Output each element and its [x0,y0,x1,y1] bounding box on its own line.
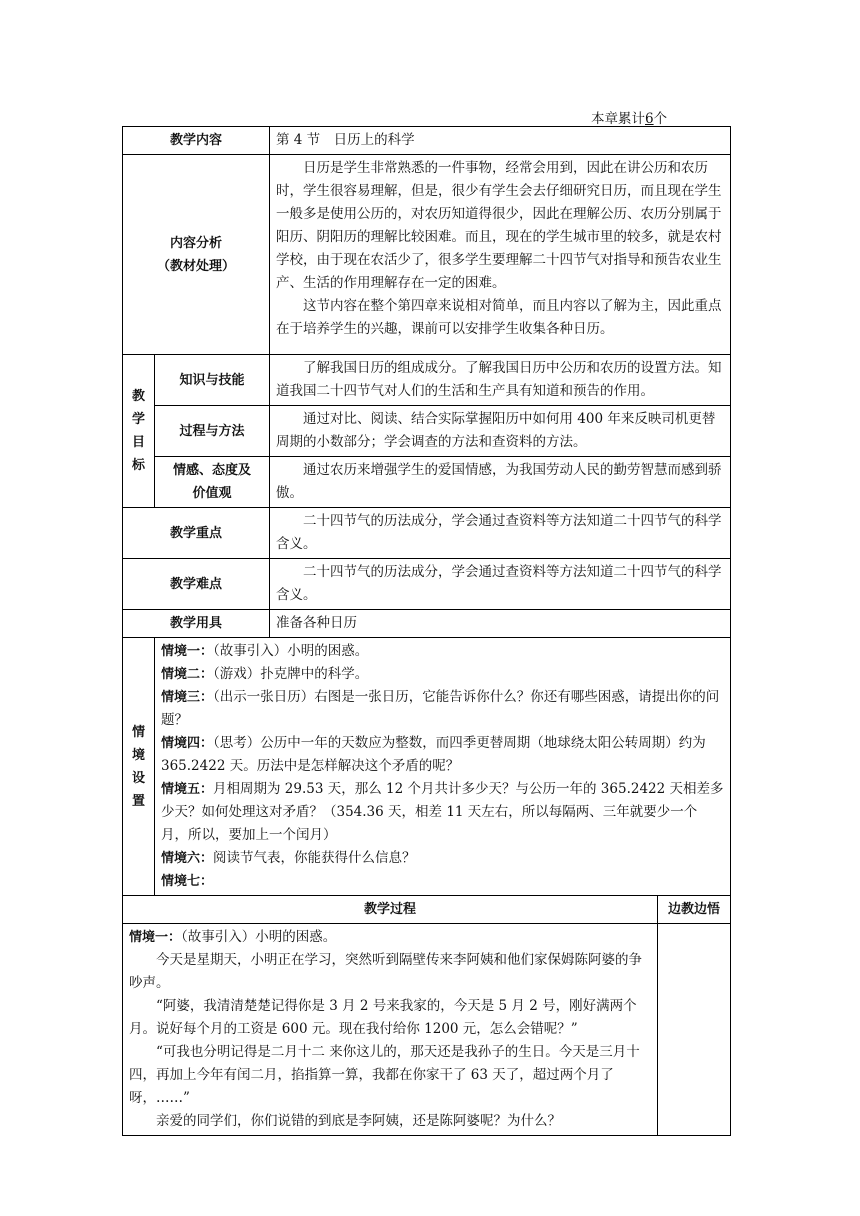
row-difficult-point [123,559,731,610]
scene-item [161,686,724,732]
process-text [270,406,731,457]
scene-list [155,638,731,896]
scene-item [161,847,724,870]
emotion-label [155,457,270,508]
scene-item [161,663,724,686]
scene-item-text: （思考）公历中一年的天数应为整数，而四季更替周期（地球绕太阳公转周期）约为 365.2422 天。历法中是怎样解决这个矛盾的呢？ [161,735,706,774]
tools-label: 教学用具 [123,610,270,638]
scene-item-text: （出示一张日历）右图是一张日历，它能告诉你什么？你还有哪些困惑，请提出你的问题？ [161,689,720,728]
row-process-header [123,896,731,924]
scene-item-text: （游戏）扑克牌中的科学。 [213,666,369,682]
scene-item-text: （故事引入）小明的困惑。 [213,643,369,659]
side-notes [658,924,731,1136]
process-paragraph: 通过对比、阅读、结合实际掌握阳历中如何用 400 年来反映司机更替周期的小数部分；学会调查的方法和查资料的方法。 [276,411,716,450]
scene-char: 境 [131,747,145,763]
story-title-text: （故事引入）小明的困惑。 [181,929,337,945]
analysis-label [123,155,270,355]
count-suffix: 个 [653,111,668,127]
content-value: 第 4 节 日历上的科学 [270,127,731,155]
scene-item-label: 情境二： [161,667,214,682]
scene-item-text: 阅读节气表，你能获得什么信息？ [213,850,416,866]
difficult-label: 教学难点 [123,559,270,610]
key-label: 教学重点 [123,508,270,559]
row-key-point [123,508,731,559]
process-label: 过程与方法 [155,406,270,457]
scene-char: 置 [131,793,145,809]
row-process-method [123,406,731,457]
goal-char: 教 [131,389,145,404]
story-content [123,924,658,1136]
scene-item [161,870,724,893]
tools-text: 准备各种日历 [270,610,731,638]
row-scenes [123,638,731,896]
analysis-content [270,155,731,355]
analysis-paragraph-2: 这节内容在整个第四章来说相对简单，而且内容以了解为主，因此重点在于培养学生的兴趣，课前可以安排学生收集各种日历。 [276,298,722,337]
story-paragraph-2: “阿婆，我清清楚楚记得你是 3 月 2 号来我家的，今天是 5 月 2 号，刚好满两个月。说好每个月的工资是 600 元。现在我付给你 1200 元，怎么会错呢？” [129,998,637,1037]
key-text [270,508,731,559]
emotion-label-line1: 情感、态度及 [173,463,252,478]
scene-label [123,638,155,896]
scene-item-label: 情境一： [161,644,214,659]
scene-char: 设 [131,770,145,786]
scene-item-label: 情境五： [161,782,214,797]
goal-char: 标 [131,458,145,473]
difficult-paragraph: 二十四节气的历法成分，学会通过查资料等方法知道二十四节气的科学含义。 [276,564,722,603]
analysis-label-line2: （教材处理） [157,258,236,274]
row-content [123,127,731,155]
scene-item-label: 情境六： [161,851,214,866]
lesson-plan-table [122,126,731,1136]
knowledge-paragraph: 了解我国日历的组成成分。了解我国日历中公历和农历的设置方法。知道我国二十四节气对人们的生活和生产具有知道和预告的作用。 [276,360,722,399]
process-header: 教学过程 [123,896,658,924]
count-value: 6 [645,111,654,127]
row-tools [123,610,731,638]
row-knowledge [123,355,731,406]
key-paragraph: 二十四节气的历法成分，学会通过查资料等方法知道二十四节气的科学含义。 [276,513,722,552]
difficult-text [270,559,731,610]
row-analysis [123,155,731,355]
scene-item-label: 情境七： [161,874,214,889]
emotion-text [270,457,731,508]
emotion-paragraph: 通过农历来增强学生的爱国情感，为我国劳动人民的勤劳智慧而感到骄傲。 [276,462,722,501]
scene-item [161,640,724,663]
goal-char: 学 [131,412,145,427]
story-paragraph-1: 今天是星期天，小明正在学习，突然听到隔壁传来李阿姨和他们家保姆陈阿婆的争吵声。 [129,952,642,991]
scene-item [161,732,724,778]
chapter-count [591,107,667,127]
story-paragraph-4: 亲爱的同学们，你们说错的到底是李阿姨，还是陈阿婆呢？为什么？ [156,1113,561,1129]
scene-item-text: 月相周期为 29.53 天，那么 12 个月共计多少天？与公历一年的 365.2422 天相差多少天？如何处理这对矛盾？（354.36 天，相差 11 天左右，所以每隔两、三年就要少一个月，所以，要加上一个闰月） [161,781,724,843]
scene-char: 情 [131,724,145,740]
scene-item-label: 情境四： [161,736,214,751]
side-header: 边教边悟 [658,896,731,924]
story-title-label: 情境一： [129,930,182,945]
analysis-paragraph-1: 日历是学生非常熟悉的一件事物，经常会用到，因此在讲公历和农历时，学生很容易理解，但是，很少有学生会去仔细研究日历，而且现在学生一般多是使用公历的，对农历知道得很少，因此在理解公历、农历分别属于阳历、阴阳历的理解比较困难。而且，现在的学生城市里的较多，就是农村学校，由于现在农活少了，很多学生要理解二十四节气对指导和预告农业生产、生活的作用理解存在一定的困难。 [276,160,722,291]
content-label: 教学内容 [123,127,270,155]
story-title [129,926,651,949]
goal-char: 目 [131,435,145,450]
row-story [123,924,731,1136]
row-emotion [123,457,731,508]
analysis-label-line1: 内容分析 [170,235,223,251]
story-paragraph-3: “可我也分明记得是二月十二 来你这儿的，那天还是我孙子的生日。今天是三月十四，再加上今年有闰二月，掐指算一算，我都在你家干了 63 天了，超过两个月了呀，……” [129,1044,640,1106]
count-prefix: 本章累计 [591,111,645,127]
scene-item-label: 情境三： [161,690,214,705]
scene-item [161,778,724,847]
emotion-label-line2: 价值观 [192,486,232,501]
knowledge-label: 知识与技能 [155,355,270,406]
goal-label [123,355,155,508]
knowledge-text [270,355,731,406]
